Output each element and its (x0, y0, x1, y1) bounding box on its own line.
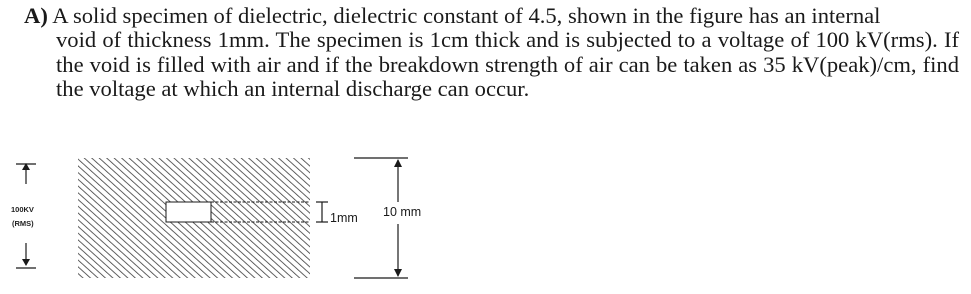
voltage-indicator (11, 163, 36, 268)
voltage-label-line1: 100KV (11, 205, 34, 214)
specimen-dim-top-arrowhead (394, 159, 402, 167)
specimen-figure (0, 150, 971, 290)
void-dimension (316, 202, 358, 225)
voltage-label-line2: (RMS) (12, 219, 34, 228)
voltage-bottom-arrowhead (22, 259, 30, 266)
problem-statement (24, 4, 959, 101)
problem-first-line: A solid specimen of dielectric, dielectric constant of 4.5, shown in the figure has an internal (52, 3, 881, 28)
dielectric-specimen (78, 158, 310, 278)
internal-void (166, 202, 211, 222)
problem-body: void of thickness 1mm. The specimen is 1cm thick and is subjected to a voltage of 100 kV(rms). If the void is filled with air and if the breakdown strength of air can be taken as 35 kV(peak)/cm, find the voltage at which an internal discharge can occur. (56, 27, 959, 101)
specimen-dimension (354, 158, 421, 278)
specimen-thickness-label: 10 mm (383, 205, 422, 219)
problem-label: A) (24, 3, 48, 28)
specimen-dim-bottom-arrowhead (394, 269, 402, 277)
void-thickness-label: 1mm (330, 211, 358, 225)
